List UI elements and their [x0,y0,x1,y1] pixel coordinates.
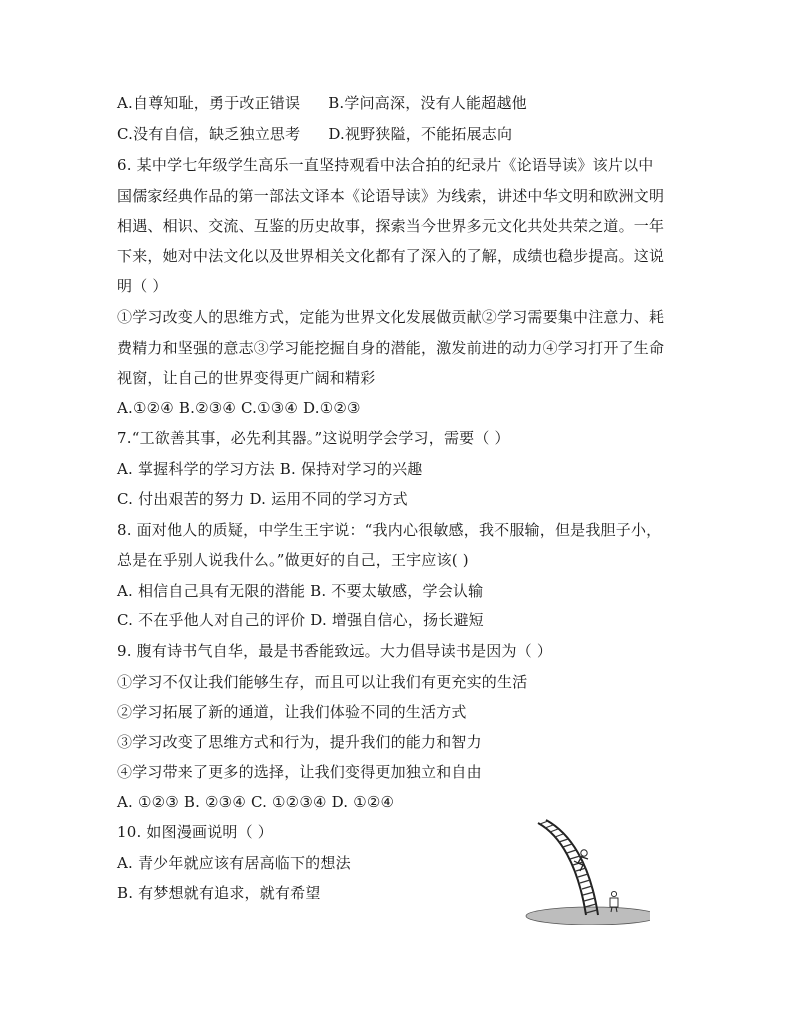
ladder-rungs [540,821,597,913]
ladder-cartoon-image [520,815,650,925]
q6-stem-line: 明（ ） [117,277,168,295]
q5-option-c: C.没有自信，缺乏独立思考 [117,125,301,143]
q6-stem-line: 下来，她对中法文化以及世界相关文化都有了深入的了解，成绩也稳步提高。这说 [117,247,665,265]
q9-statement: ④学习带来了更多的选择，让我们变得更加独立和自由 [117,763,482,781]
q9-statement: ①学习不仅让我们能够生存，而且可以让我们有更充实的生活 [117,673,528,691]
q8-options-row-2: C. 不在乎他人对自己的评价 D. 增强自信心，扬长避短 [117,611,484,629]
q7-stem: 7.“工欲善其事，必先利其器。”这说明学会学习，需要（ ） [117,429,510,447]
q5-option-a: A.自尊知耻，勇于改正错误 [117,94,301,112]
q9-options: A. ①②③ B. ②③④ C. ①②③④ D. ①②④ [117,793,395,811]
q10-option-b: B. 有梦想就有追求，就有希望 [117,884,321,902]
q8-stem-line: 总是在乎别人说我什么。”做更好的自己，王宇应该( ) [117,551,469,569]
q5-options-row-1 [117,93,527,113]
q9-statement: ③学习改变了思维方式和行为，提升我们的能力和智力 [117,733,482,751]
q6-statement-line: 视窗，让自己的世界变得更广阔和精彩 [117,369,376,387]
q10-stem: 10. 如图漫画说明（ ） [117,823,273,841]
q8-options-row-1: A. 相信自己具有无限的潜能 B. 不要太敏感，学会认输 [117,582,484,600]
q10-option-a: A. 青少年就应该有居高临下的想法 [117,854,351,872]
q9-statement: ②学习拓展了新的通道，让我们体验不同的生活方式 [117,703,467,721]
q6-statement-line: ①学习改变人的思维方式，定能为世界文化发展做贡献②学习需要集中注意力、耗 [117,308,665,326]
q6-stem-line: 6. 某中学七年级学生高乐一直坚持观看中法合拍的纪录片《论语导读》该片以中 [117,156,654,174]
q8-stem-line: 8. 面对他人的质疑，中学生王宇说：“我内心很敏感，我不服输，但是我胆子小， [117,521,662,539]
q5-option-d: D.视野狭隘，不能拓展志向 [328,125,513,143]
ladder-rail-left [538,823,586,915]
q6-statement-line: 费精力和坚强的意志③学习能挖掘自身的潜能，激发前进的动力④学习打开了生命 [117,339,665,357]
q7-options-row-1: A. 掌握科学的学习方法 B. 保持对学习的兴趣 [117,460,423,478]
q7-options-row-2: C. 付出艰苦的努力 D. 运用不同的学习方式 [117,490,408,508]
q9-stem: 9. 腹有诗书气自华，最是书香能致远。大力倡导读书是因为（ ） [117,642,553,660]
q6-stem-line: 相遇、相识、交流、互鉴的历史故事，探索当今世界多元文化共处共荣之道。一年 [117,217,665,235]
q6-options: A.①②④ B.②③④ C.①③④ D.①②③ [117,399,361,417]
q6-stem-line: 国儒家经典作品的第一部法文译本《论语导读》为线索，讲述中华文明和欧洲文明 [117,187,665,205]
ground-shape [526,907,650,925]
q5-option-b: B.学问高深，没有人能超越他 [328,94,527,112]
q5-options-row-2 [117,124,512,144]
